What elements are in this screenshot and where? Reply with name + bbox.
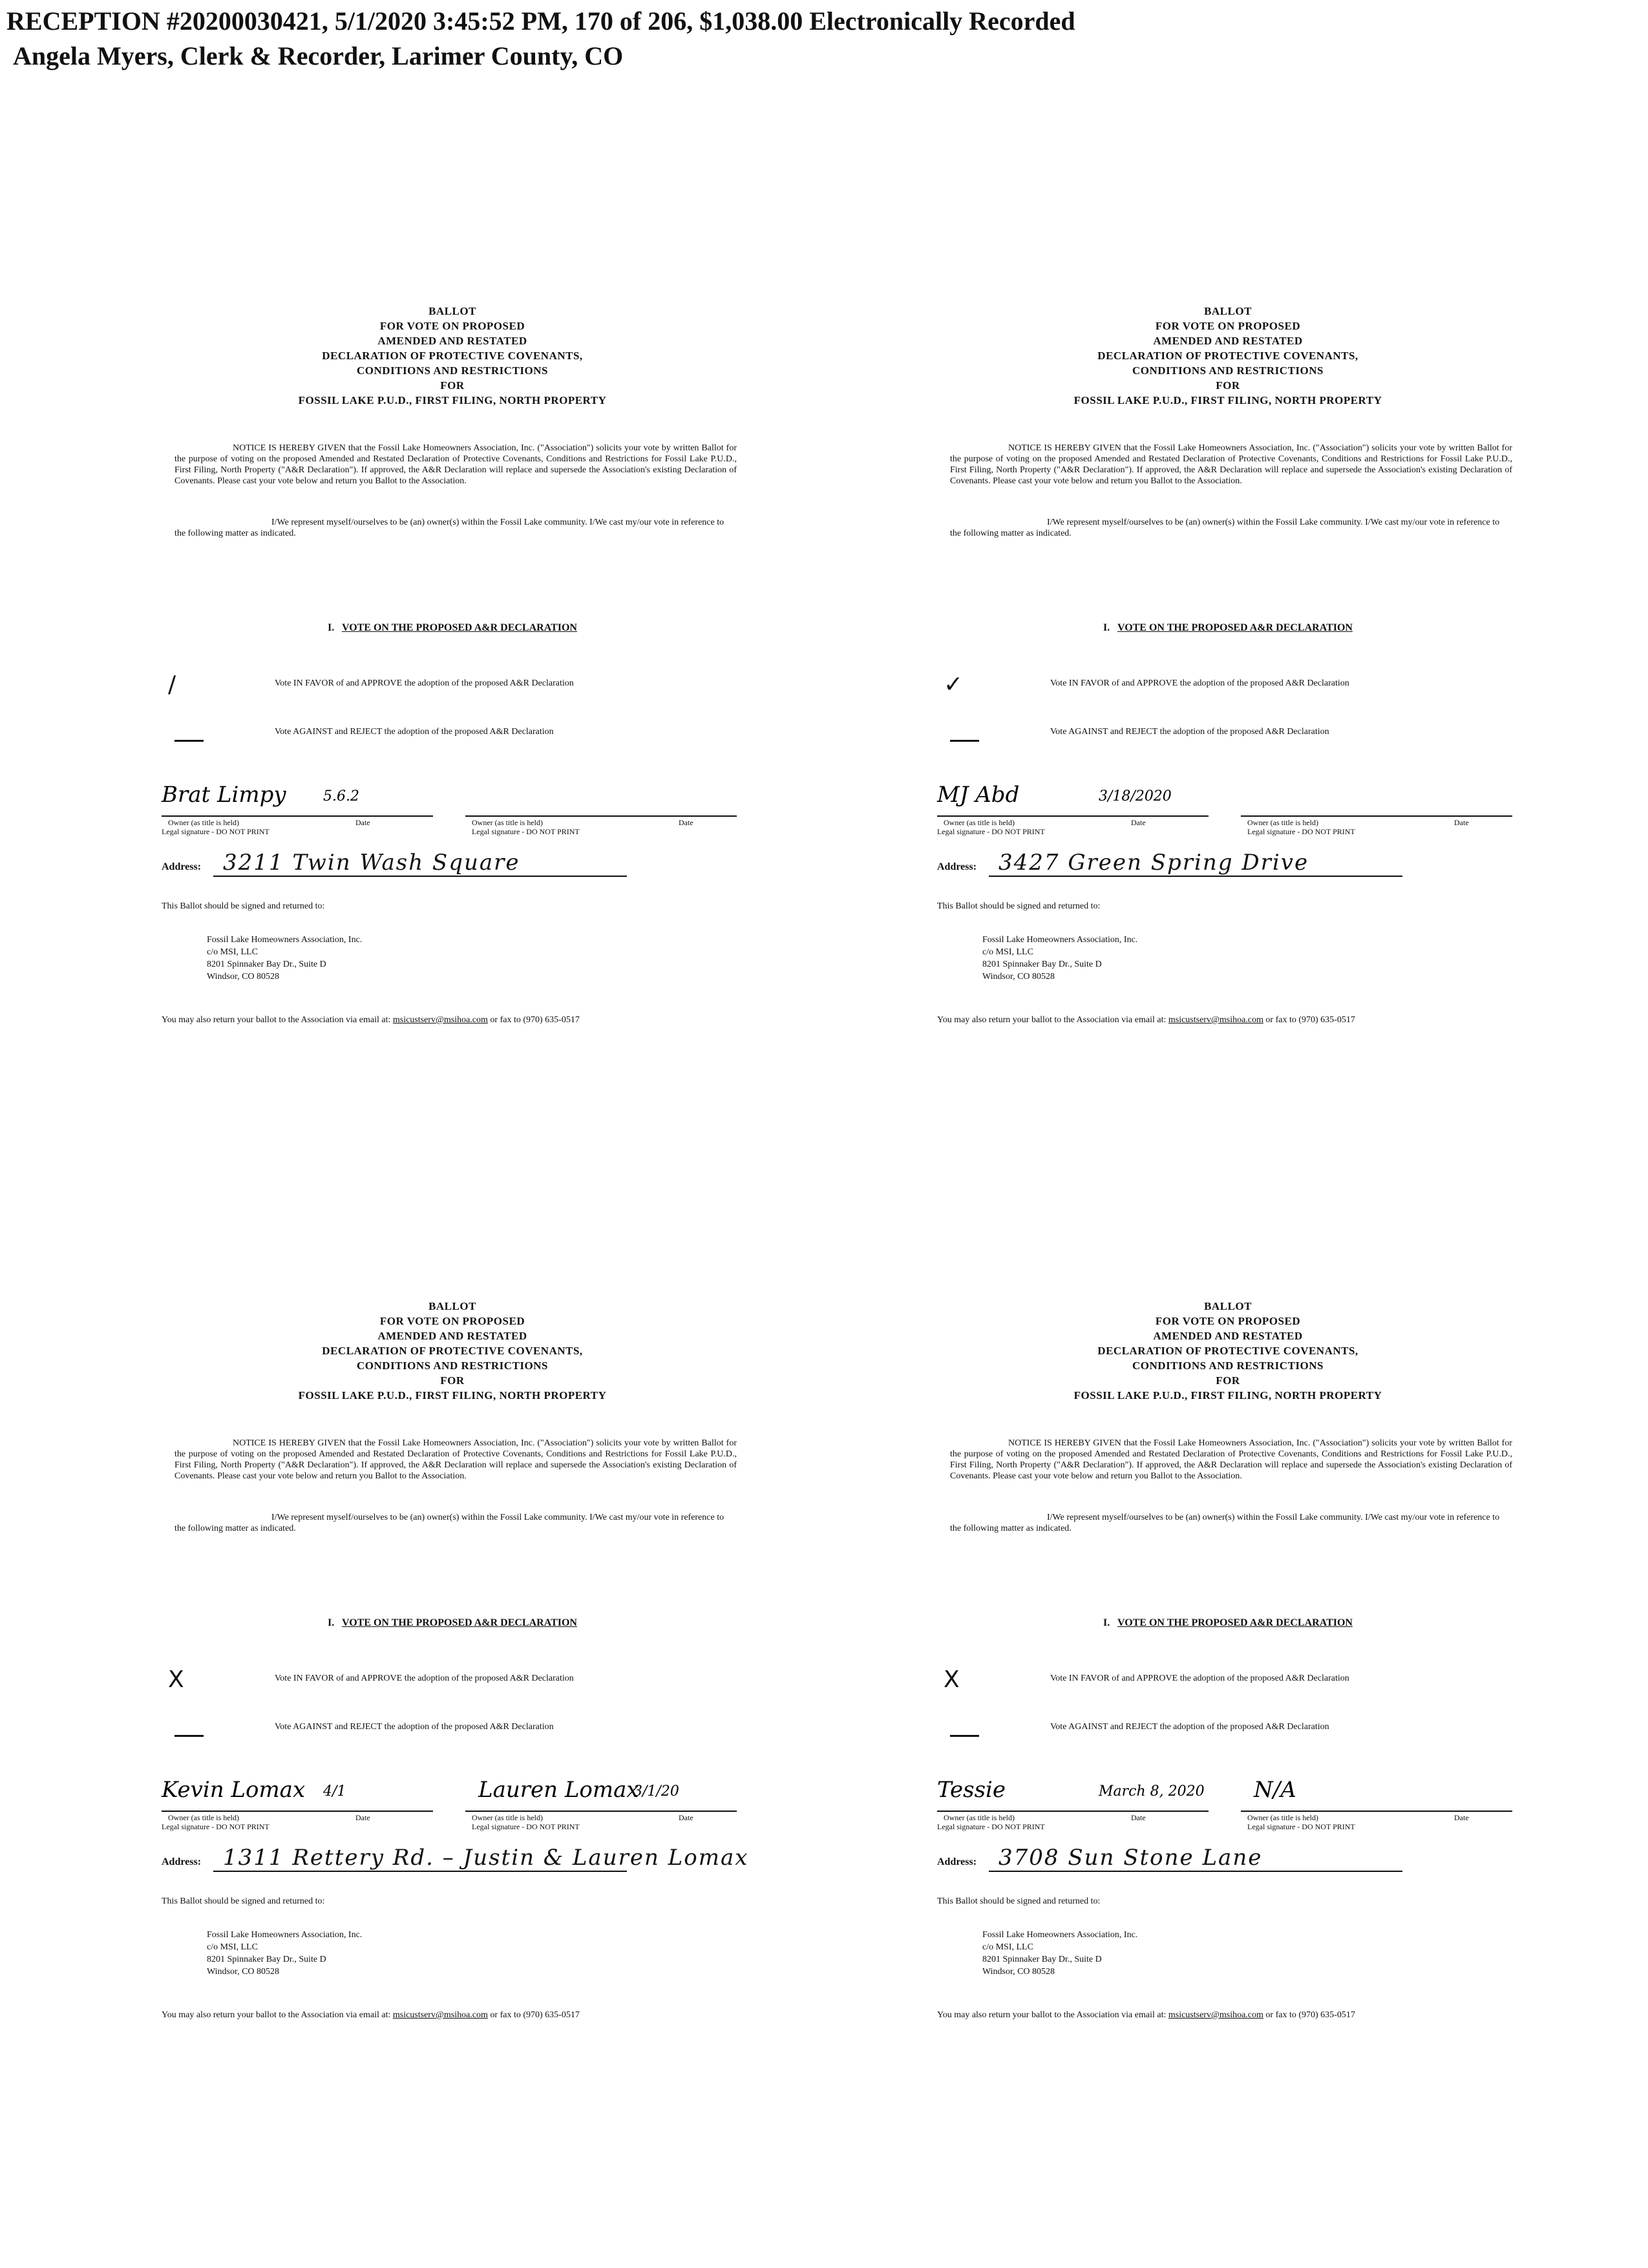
favor-mark[interactable]: / <box>168 671 176 698</box>
email-link[interactable]: msicustserv@msihoa.com <box>392 1015 488 1025</box>
address-value[interactable]: 3708 Sun Stone Lane <box>998 1845 1263 1871</box>
title-line: AMENDED AND RESTATED <box>1153 1330 1303 1342</box>
against-mark[interactable] <box>168 720 220 746</box>
mail-line: Windsor, CO 80528 <box>207 972 280 982</box>
owner-date-1[interactable]: 5.6.2 <box>323 788 359 804</box>
signature-area <box>937 782 1519 853</box>
date-caption-1: Date <box>1131 1813 1146 1822</box>
owner-date-2[interactable]: 3/1/20 <box>633 1783 679 1800</box>
title-line: DECLARATION OF PROTECTIVE COVENANTS, <box>1097 350 1358 362</box>
title-line: FOR VOTE ON PROPOSED <box>1155 1315 1301 1327</box>
owner-signature-1[interactable]: MJ Abd <box>937 782 1020 808</box>
title-line: BALLOT <box>1204 305 1252 317</box>
mailing-address <box>207 934 362 983</box>
ballot-title <box>129 304 776 408</box>
owner-caption-1: Owner (as title is held) <box>944 818 1015 827</box>
owner-caption-2: Owner (as title is held) <box>1247 1813 1318 1822</box>
favor-label: Vote IN FAVOR of and APPROVE the adoption of the proposed A&R Declaration <box>275 1674 574 1683</box>
title-line: AMENDED AND RESTATED <box>1153 335 1303 347</box>
signature-line-1 <box>162 1811 433 1812</box>
mailing-address <box>207 1929 362 1978</box>
notice-paragraph: NOTICE IS HEREBY GIVEN that the Fossil Lake Homeowners Association, Inc. ("Association") solicits your vote by written Ballot for the purpose of voting on the proposed Amended and Restated Declaration of Protective Covenants, Conditions and Restrictions for Fossil Lake P.U.D., First Filing, North Property ("A&R Declaration"). If approved, the A&R Declaration will replace and supersede the Association's existing Declaration of Covenants. Please cast your vote below and return you Ballot to the Association. <box>174 443 737 486</box>
return-note: This Ballot should be signed and returned to: <box>937 901 1101 911</box>
ballot-2 <box>905 304 1551 1273</box>
owner-signature-1[interactable]: Kevin Lomax <box>162 1777 306 1803</box>
date-caption-2: Date <box>679 818 693 827</box>
against-mark[interactable] <box>944 1716 995 1741</box>
mail-line: c/o MSI, LLC <box>982 1942 1033 1952</box>
legal-caption-1: Legal signature - DO NOT PRINT <box>937 827 1045 836</box>
represent-paragraph: I/We represent myself/ourselves to be (an) owner(s) within the Fossil Lake community. I/We cast my/our vote in reference to the following matter as indicated. <box>950 518 1500 538</box>
mail-line: Fossil Lake Homeowners Association, Inc. <box>207 935 363 945</box>
address-row <box>162 850 743 882</box>
date-caption-2: Date <box>679 1813 693 1822</box>
owner-caption-2: Owner (as title is held) <box>1247 818 1318 827</box>
section-number: I. <box>328 622 335 633</box>
owner-caption-1: Owner (as title is held) <box>168 1813 239 1822</box>
title-line: FOR <box>440 379 465 392</box>
title-line: FOSSIL LAKE P.U.D., FIRST FILING, NORTH PROPERTY <box>1073 1389 1382 1402</box>
legal-caption-1: Legal signature - DO NOT PRINT <box>937 1822 1045 1831</box>
return-note: This Ballot should be signed and returned to: <box>937 1896 1101 1906</box>
vote-favor-row[interactable] <box>168 671 750 704</box>
legal-caption-2: Legal signature - DO NOT PRINT <box>1247 1822 1355 1831</box>
owner-caption-2: Owner (as title is held) <box>472 818 543 827</box>
title-line: FOR VOTE ON PROPOSED <box>1155 320 1301 332</box>
signature-line-2 <box>465 815 737 817</box>
ballot-3 <box>129 1299 776 2268</box>
mail-line: 8201 Spinnaker Bay Dr., Suite D <box>207 1955 326 1964</box>
address-line <box>213 876 627 877</box>
mailing-address <box>982 1929 1137 1978</box>
favor-mark[interactable]: ✓ <box>944 671 964 698</box>
title-line: FOR VOTE ON PROPOSED <box>379 320 525 332</box>
favor-mark[interactable]: X <box>168 1666 184 1693</box>
date-caption-1: Date <box>355 1813 370 1822</box>
section-heading <box>905 622 1551 634</box>
vote-favor-row[interactable] <box>944 671 1525 704</box>
section-heading <box>905 1617 1551 1629</box>
email-prefix: You may also return your ballot to the Association via email at: <box>937 1015 1167 1025</box>
address-label: Address: <box>162 1856 202 1867</box>
email-link[interactable]: msicustserv@msihoa.com <box>1168 2010 1263 2020</box>
signature-line-1 <box>937 1811 1209 1812</box>
title-line: DECLARATION OF PROTECTIVE COVENANTS, <box>1097 1345 1358 1357</box>
date-caption-2: Date <box>1454 1813 1469 1822</box>
title-line: DECLARATION OF PROTECTIVE COVENANTS, <box>322 1345 583 1357</box>
address-line <box>213 1871 627 1872</box>
email-prefix: You may also return your ballot to the Association via email at: <box>162 2010 391 2020</box>
against-label: Vote AGAINST and REJECT the adoption of the proposed A&R Declaration <box>275 1722 554 1732</box>
signature-area <box>937 1777 1519 1848</box>
vote-against-row[interactable] <box>168 1722 750 1748</box>
against-mark[interactable] <box>168 1716 220 1741</box>
address-value[interactable]: 3427 Green Spring Drive <box>998 850 1309 876</box>
address-value[interactable]: 1311 Rettery Rd. – Justin & Lauren Lomax <box>223 1845 749 1871</box>
represent-paragraph: I/We represent myself/ourselves to be (an) owner(s) within the Fossil Lake community. I/We cast my/our vote in reference to the following matter as indicated. <box>174 1513 724 1533</box>
email-link[interactable]: msicustserv@msihoa.com <box>1168 1015 1263 1025</box>
email-suffix: or fax to (970) 635-0517 <box>490 1015 580 1025</box>
ballot-4 <box>905 1299 1551 2268</box>
title-line: FOR <box>1216 379 1240 392</box>
date-caption-1: Date <box>355 818 370 827</box>
legal-caption-1: Legal signature - DO NOT PRINT <box>162 1822 269 1831</box>
section-heading <box>129 622 776 634</box>
title-line: BALLOT <box>1204 1300 1252 1312</box>
mail-line: c/o MSI, LLC <box>982 947 1033 957</box>
date-caption-1: Date <box>1131 818 1146 827</box>
title-line: FOR VOTE ON PROPOSED <box>379 1315 525 1327</box>
favor-label: Vote IN FAVOR of and APPROVE the adoption of the proposed A&R Declaration <box>1050 1674 1349 1683</box>
owner-signature-1[interactable]: Tessie <box>937 1777 1006 1803</box>
mail-line: 8201 Spinnaker Bay Dr., Suite D <box>982 1955 1102 1964</box>
section-heading <box>129 1617 776 1629</box>
owner-signature-1[interactable]: Brat Limpy <box>162 782 286 808</box>
address-line <box>989 1871 1402 1872</box>
legal-caption-1: Legal signature - DO NOT PRINT <box>162 827 269 836</box>
notice-paragraph: NOTICE IS HEREBY GIVEN that the Fossil Lake Homeowners Association, Inc. ("Association") solicits your vote by written Ballot for the purpose of voting on the proposed Amended and Restated Declaration of Protective Covenants, Conditions and Restrictions for Fossil Lake P.U.D., First Filing, North Property ("A&R Declaration"). If approved, the A&R Declaration will replace and supersede the Association's existing Declaration of Covenants. Please cast your vote below and return you Ballot to the Association. <box>950 443 1512 486</box>
represent-paragraph: I/We represent myself/ourselves to be (an) owner(s) within the Fossil Lake community. I/We cast my/our vote in reference to the following matter as indicated. <box>174 518 724 538</box>
address-row <box>162 1845 749 1877</box>
against-label: Vote AGAINST and REJECT the adoption of the proposed A&R Declaration <box>1050 1722 1329 1732</box>
against-label: Vote AGAINST and REJECT the adoption of the proposed A&R Declaration <box>1050 727 1329 737</box>
email-prefix: You may also return your ballot to the Association via email at: <box>162 1015 391 1025</box>
owner-date-1[interactable]: March 8, 2020 <box>1099 1783 1205 1800</box>
section-number: I. <box>1103 622 1110 633</box>
mail-line: Fossil Lake Homeowners Association, Inc. <box>982 1930 1138 1940</box>
mail-line: Fossil Lake Homeowners Association, Inc. <box>207 1930 363 1940</box>
address-label: Address: <box>937 1856 977 1867</box>
owner-signature-2[interactable]: N/A <box>1254 1777 1296 1803</box>
section-number: I. <box>1103 1617 1110 1628</box>
signature-area <box>162 1777 743 1848</box>
mailing-address <box>982 934 1137 983</box>
legal-caption-2: Legal signature - DO NOT PRINT <box>472 827 580 836</box>
signature-line-1 <box>937 815 1209 817</box>
mail-line: c/o MSI, LLC <box>207 947 258 957</box>
mail-line: c/o MSI, LLC <box>207 1942 258 1952</box>
address-label: Address: <box>162 861 202 872</box>
owner-date-1[interactable]: 4/1 <box>323 1783 346 1800</box>
vote-against-row[interactable] <box>944 1722 1525 1748</box>
notice-paragraph: NOTICE IS HEREBY GIVEN that the Fossil Lake Homeowners Association, Inc. ("Association") solicits your vote by written Ballot for the purpose of voting on the proposed Amended and Restated Declaration of Protective Covenants, Conditions and Restrictions for Fossil Lake P.U.D., First Filing, North Property ("A&R Declaration"). If approved, the A&R Declaration will replace and supersede the Association's existing Declaration of Covenants. Please cast your vote below and return you Ballot to the Association. <box>950 1438 1512 1481</box>
mail-line: Windsor, CO 80528 <box>982 972 1055 982</box>
address-row <box>937 1845 1519 1877</box>
legal-caption-2: Legal signature - DO NOT PRINT <box>472 1822 580 1831</box>
email-suffix: or fax to (970) 635-0517 <box>1265 1015 1355 1025</box>
ballot-title <box>905 1299 1551 1403</box>
recording-header <box>6 4 1075 74</box>
address-line <box>989 876 1402 877</box>
title-line: AMENDED AND RESTATED <box>377 335 527 347</box>
email-note <box>937 2010 1506 2021</box>
ballot-1 <box>129 304 776 1273</box>
mail-line: 8201 Spinnaker Bay Dr., Suite D <box>982 960 1102 969</box>
mail-line: Fossil Lake Homeowners Association, Inc. <box>982 935 1138 945</box>
title-line: FOR <box>440 1374 465 1387</box>
signature-line-2 <box>465 1811 737 1812</box>
favor-mark[interactable]: X <box>944 1666 960 1693</box>
return-note: This Ballot should be signed and returned to: <box>162 901 325 911</box>
email-note <box>162 2010 730 2021</box>
title-line: DECLARATION OF PROTECTIVE COVENANTS, <box>322 350 583 362</box>
represent-paragraph: I/We represent myself/ourselves to be (an) owner(s) within the Fossil Lake community. I/We cast my/our vote in reference to the following matter as indicated. <box>950 1513 1500 1533</box>
address-value[interactable]: 3211 Twin Wash Square <box>223 850 520 876</box>
address-label: Address: <box>937 861 977 872</box>
section-title: VOTE ON THE PROPOSED A&R DECLARATION <box>341 622 577 633</box>
title-line: FOSSIL LAKE P.U.D., FIRST FILING, NORTH PROPERTY <box>298 394 607 406</box>
title-line: AMENDED AND RESTATED <box>377 1330 527 1342</box>
owner-caption-1: Owner (as title is held) <box>944 1813 1015 1822</box>
date-caption-2: Date <box>1454 818 1469 827</box>
ballot-title <box>129 1299 776 1403</box>
email-note <box>937 1014 1506 1025</box>
against-mark[interactable] <box>944 720 995 746</box>
mail-line: 8201 Spinnaker Bay Dr., Suite D <box>207 960 326 969</box>
email-note <box>162 1014 730 1025</box>
owner-caption-1: Owner (as title is held) <box>168 818 239 827</box>
email-suffix: or fax to (970) 635-0517 <box>1265 2010 1355 2020</box>
section-title: VOTE ON THE PROPOSED A&R DECLARATION <box>1117 622 1353 633</box>
section-number: I. <box>328 1617 335 1628</box>
vote-against-row[interactable] <box>168 727 750 753</box>
vote-favor-row[interactable] <box>944 1666 1525 1699</box>
favor-label: Vote IN FAVOR of and APPROVE the adoption of the proposed A&R Declaration <box>1050 678 1349 688</box>
signature-area <box>162 782 743 853</box>
against-label: Vote AGAINST and REJECT the adoption of the proposed A&R Declaration <box>275 727 554 737</box>
owner-date-1[interactable]: 3/18/2020 <box>1099 788 1172 804</box>
signature-line-2 <box>1241 815 1512 817</box>
owner-caption-2: Owner (as title is held) <box>472 1813 543 1822</box>
recording-line-2: Angela Myers, Clerk & Recorder, Larimer County, CO <box>13 41 624 70</box>
mail-line: Windsor, CO 80528 <box>982 1967 1055 1977</box>
ballot-title <box>905 304 1551 408</box>
title-line: FOSSIL LAKE P.U.D., FIRST FILING, NORTH PROPERTY <box>298 1389 607 1402</box>
email-suffix: or fax to (970) 635-0517 <box>490 2010 580 2020</box>
title-line: CONDITIONS AND RESTRICTIONS <box>357 364 548 377</box>
title-line: CONDITIONS AND RESTRICTIONS <box>357 1360 548 1372</box>
notice-paragraph: NOTICE IS HEREBY GIVEN that the Fossil Lake Homeowners Association, Inc. ("Association") solicits your vote by written Ballot for the purpose of voting on the proposed Amended and Restated Declaration of Protective Covenants, Conditions and Restrictions for Fossil Lake P.U.D., First Filing, North Property ("A&R Declaration"). If approved, the A&R Declaration will replace and supersede the Association's existing Declaration of Covenants. Please cast your vote below and return you Ballot to the Association. <box>174 1438 737 1481</box>
title-line: FOR <box>1216 1374 1240 1387</box>
signature-line-2 <box>1241 1811 1512 1812</box>
recording-line-1: RECEPTION #20200030421, 5/1/2020 3:45:52 PM, 170 of 206, $1,038.00 Electronically Recorded <box>6 6 1075 36</box>
title-line: BALLOT <box>428 305 476 317</box>
title-line: FOSSIL LAKE P.U.D., FIRST FILING, NORTH PROPERTY <box>1073 394 1382 406</box>
email-link[interactable]: msicustserv@msihoa.com <box>392 2010 488 2020</box>
address-row <box>937 850 1519 882</box>
favor-label: Vote IN FAVOR of and APPROVE the adoption of the proposed A&R Declaration <box>275 678 574 688</box>
legal-caption-2: Legal signature - DO NOT PRINT <box>1247 827 1355 836</box>
owner-signature-2[interactable]: Lauren Lomax <box>478 1777 639 1803</box>
vote-favor-row[interactable] <box>168 1666 750 1699</box>
signature-line-1 <box>162 815 433 817</box>
email-prefix: You may also return your ballot to the Association via email at: <box>937 2010 1167 2020</box>
return-note: This Ballot should be signed and returned to: <box>162 1896 325 1906</box>
section-title: VOTE ON THE PROPOSED A&R DECLARATION <box>1117 1617 1353 1628</box>
vote-against-row[interactable] <box>944 727 1525 753</box>
title-line: CONDITIONS AND RESTRICTIONS <box>1132 364 1324 377</box>
mail-line: Windsor, CO 80528 <box>207 1967 280 1977</box>
title-line: CONDITIONS AND RESTRICTIONS <box>1132 1360 1324 1372</box>
section-title: VOTE ON THE PROPOSED A&R DECLARATION <box>341 1617 577 1628</box>
title-line: BALLOT <box>428 1300 476 1312</box>
